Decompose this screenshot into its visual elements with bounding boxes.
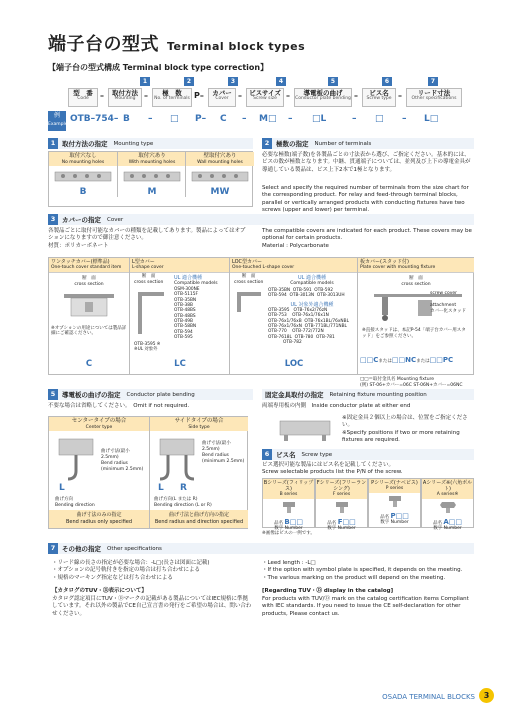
terminal-block-image: [190, 169, 250, 183]
code-structure: 1 2 3 4 5 6 7 型 番 Code – 取付方法 Mounting – 極 数 No. of terminals P– カバー Cover – ビスサイズ Screw size – 導電板の曲げ Conductor plate bending – ビス名 Screw type – リード寸法 Other specifications: [68, 77, 468, 117]
lcover-cross-section-image: [134, 288, 170, 340]
footer-brand: OSADA TERMINAL BLOCKS: [382, 693, 475, 701]
side-letter-r: R: [180, 483, 187, 493]
sec7-left: ・リード線の長さの指定が必要な場合：-L□(長さは図面に記載) ・オプションの記号軌付きを指定の場合は打ち合わせによる ・規格のマーキング指定などは打ち合わせによる 【カタログのTUV・Ⓓ表示について】 カタログ認定項目にTUV・Ⓓマークの記載がある製品についてはIEC規格に準拠しています。それ以外の製品でCE自己宣言書の発行をご希望の場合は、問い合わせください。: [52, 560, 252, 617]
example-code: OTB–754– B – □ P– C – M□ – □L – □ – L□: [70, 114, 439, 124]
screw-f-image: [332, 500, 352, 514]
field-code: 型 番 Code: [68, 88, 98, 107]
sec1-options: [48, 151, 253, 207]
sec7-header: 7 その他の指定 Other specifications: [48, 543, 474, 554]
field-num-5: 5: [328, 77, 338, 86]
field-terminals: 極 数 No. of terminals: [152, 88, 192, 107]
field-num-4: 4: [276, 77, 286, 86]
sec3-header: 3 カバーの指定 Cover: [48, 214, 474, 225]
loc-ul2: UL 対象外適合機種: [290, 302, 334, 308]
sec2-body-jp: 必要な極数(端子数)を各製品ごとの寸法表から選び、ご指定ください。基本的には、ビスの数が極数となります。中継、貫通端子については、並列及び上下の導電金具が導通している製品は、ビス上下2本で1極となります。: [262, 152, 471, 173]
lcover-extra: OTB-3595 ※ ※UL 対象外: [134, 342, 161, 353]
subhead-jp: 【端子台の型式構成: [48, 63, 120, 72]
field-cover: カバー Cover: [208, 88, 236, 107]
loc-models-a: OTB-35BN OTB-591 OTB-592 OTB-594 OTB-3013N OTB-3013UH: [268, 288, 345, 299]
sec3-body-en: The compatible covers are indicated for each product. These covers may be optional for certain products. Material : Polycarbonate: [262, 228, 472, 249]
field-screw-type: ビス名 Screw type: [362, 88, 396, 107]
lcover-models: UL 適合機種 Compatible models OSM-300NE OTB-5115F OTB-35BN OTB-38B OTB-48BS OTB-48BS OTB-49B OTB-58BN OTB-594 OTB-595: [174, 275, 218, 341]
onetouch-note: ※オプションの用途については製品詳細にご確認ください。: [51, 325, 127, 337]
side-letter-l: L: [158, 483, 164, 493]
sec1-header: 1 取付方法の指定 Mounting type: [48, 138, 253, 149]
side-foot: 曲げ寸法と曲げ方向の指定 Bend radius and direction specified: [150, 510, 248, 528]
side-dir: 曲げ方向(L または R) Bending direction (L or R): [154, 497, 212, 508]
sec2-body-en: Select and specify the required number of terminals from the size chart for the corresponding product. For relay and feed-through terminal blocks, parallel or vertically arranged products with conducting fixtures have two screws (upper and lower) per terminal.: [262, 185, 469, 214]
sec3-body-jp: 各製品ごとに取付可能なカバーの種類を記載してあります。製品によってはオプションになりますので御注意ください。 材質：ポリカーボネート: [48, 228, 246, 249]
field-num-6: 6: [382, 77, 392, 86]
sec6-foot: ※画像はビスの一例です。: [262, 531, 315, 536]
screw-a-image: [438, 500, 458, 514]
cover-code-c: C: [85, 359, 93, 369]
subhead: [48, 62, 268, 73]
loc-models-b: OTB-3595 OTB-76x2/76zN OTB-753 OTB-76x1/76x1N OTB-76x1/76xB OTB-76x1BL/76xNBL OTB-76x1/76xN OTB-771BL/771NBL OTB-770 OTB-772/772N OTB-7618L OTB-780 OTB-781 OTB-782: [268, 308, 349, 346]
fixture-header: 固定金具取付の指定 Retaining fixture mounting position: [262, 389, 474, 400]
sec5-header: 5 導電板の曲げの指定 Conductor plate bending: [48, 389, 253, 400]
page-title: [48, 30, 305, 56]
screw-b-image: [279, 500, 299, 514]
terminal-block-image: [53, 169, 113, 183]
loc-cross-section-image: [234, 288, 264, 318]
cover-table: [48, 257, 474, 375]
cover-code-loc: LOC: [284, 359, 304, 369]
sec6-body: ビス選択可能な製品にはビス名を記載してください。 Screw selectable products list the P/N of the screw.: [262, 462, 403, 476]
page-number: 3: [479, 688, 494, 703]
cover-loc: LOC型カバー One-touched L-shape cover 断 面 cross section UL 適合機種 Compatible models OTB-35BN OTB-591 OTB-592 OTB-594 OTB-3013N OTB-3013UH UL 対象外適合機種 OTB-3595 OTB-76x2/76zN OTB-753 OTB-76x1/76x1N OTB-76x1/76xB OTB-76x1BL/76xNBL OTB-76x1/76xN OTB-771BL/771NBL OTB-770 OTB-772/772N OTB-7618L OTB-780 OTB-781 OTB-782 LOC: [229, 258, 358, 374]
terminal-block-image: [122, 169, 182, 183]
screw-f: Fシリーズ(フリーランシング) F series 品名 F□□ 数字 Number: [316, 480, 367, 531]
title-jp: 端子台の型式: [48, 34, 159, 55]
cover-plate: 板カバー(スタッド付) Plate cover with mounting fixture 断 面 cross section screw cover attachment カバー化スタッド ※直接スタッドは、本記P-54「端子台カバー用スタッド」をご参照ください。 □□Cまたは□□NCまたは□□PC: [357, 258, 474, 374]
side-bend-note: 曲げ寸法(最小2.5mm) Bend radius (minimum 2.5mm): [202, 441, 245, 464]
fixture-image: [278, 415, 332, 445]
screw-p-image: [385, 494, 405, 508]
center-bend-note: 曲げ寸法(最小2.5mm) Bend radius (minimum 2.5mm): [101, 449, 144, 472]
mount-option-mw: 壁取付穴あり Wall mounting holes MW: [185, 152, 254, 197]
field-bending: 導電板の曲げ Conductor plate bending: [294, 88, 352, 107]
attachment-label: attachment カバー化スタッド: [430, 303, 466, 314]
example-label: 例 Example: [48, 111, 66, 131]
sec2-header: 2 極数の指定 Number of terminals: [262, 138, 474, 149]
fixture-line: 両端専用板の内側 Inside conductor plate at either end: [262, 403, 411, 409]
plate-note: ※直接スタッドは、本記P-54「端子台カバー用スタッド」をご参照ください。: [362, 328, 466, 339]
side-bend-image: [156, 435, 200, 485]
mount-option-b: 取付穴なし No mounting holes B: [49, 152, 117, 197]
sec5-body: 不要な場合は省略してください。 Omit if not required.: [48, 403, 190, 409]
field-num-1: 1: [140, 77, 150, 86]
subhead-en: Terminal block type correction】: [122, 63, 269, 72]
field-num-7: 7: [428, 77, 438, 86]
plate-codes: □□Cまたは□□NCまたは□□PC: [360, 356, 454, 364]
side-type: サイドタイプの場合 Side type 曲げ寸法(最小2.5mm) Bend radius (minimum 2.5mm) L R 曲げ方向(L または R) Bending direction (L or R) 曲げ寸法と曲げ方向の指定 Bend radius and direction specified: [149, 417, 248, 528]
screw-p: Pシリーズ(ナベビス) P series 品名 P□□ 数字 Number: [368, 478, 421, 528]
bending-table: [48, 416, 248, 529]
screw-label: screw cover: [430, 291, 457, 296]
screw-a: Aシリーズ※(六角ボルト) A series※ 品名 A□□ 数字 Number: [422, 480, 473, 531]
field-other: リード寸法 Other specifications: [406, 88, 462, 107]
sec6-header: 6 ビス名 Screw type: [262, 449, 474, 460]
cover-onetouch: ワンタッチカバー(標準品) One-touch cover standard item 断 面 cross section ※オプションの用途については製品詳細にご確認ください。 C: [49, 258, 129, 374]
cover-lshape: L型カバー L-shape cover 断 面 cross section UL 適合機種 Compatible models OSM-300NE OTB-5115F OTB-35BN OTB-38B OTB-48BS OTB-48BS OTB-49B OTB-58BN OTB-594 OTB-595 OTB-3595 ※ ※UL 対象外 LC: [129, 258, 230, 374]
center-letter: L: [59, 483, 65, 493]
title-en: Terminal block types: [167, 40, 306, 53]
center-type: センタータイプの場合 Center type 曲げ寸法(最小2.5mm) Bend radius (minimum 2.5mm) L 曲げ方向 Bending direction 曲げ寸法のみの指定 Bend radius only specified: [49, 417, 149, 528]
cover-code-lc: LC: [174, 359, 186, 369]
center-dir: 曲げ方向 Bending direction: [55, 497, 95, 508]
field-num-3: 3: [228, 77, 238, 86]
field-mounting: 取付方法 Mounting: [108, 88, 142, 107]
field-num-2: 2: [184, 77, 194, 86]
center-foot: 曲げ寸法のみの指定 Bend radius only specified: [49, 510, 149, 528]
fixture-note: □□＝取付金具名 Mounting fixture (例) ST-06+カバー=06C ST-06N+カバー=06NC: [360, 377, 463, 388]
cover-cross-section-image: [59, 290, 119, 322]
field-screw-size: ビスサイズ Screw size: [246, 88, 284, 107]
sec7-right: ・Leed length : -L□ ・If the option with symbol plate is specified, it depends on the meeting. ・The various marking on the product will depend on the meeting. [Regarding TUV・Ⓓ display in the catalog] For products with TUV/Ⓓ mark on the catalog certification items Compliant with IEC standards. If you need to issue the CE self-declaration for other products, Please contact us.: [262, 560, 469, 617]
screw-table: [262, 478, 474, 531]
screw-b: Bシリーズ(フィリップス) B series 品名 B□□ 数字 Number: [263, 480, 314, 531]
mount-option-m: 取付穴あり With mounting holes M: [117, 152, 186, 197]
fixture-note1: ※固定金具２個以上の場合は、位置をご指定ください。 ※Specify positions if two or more retaining fixtures are required.: [342, 415, 468, 444]
center-bend-image: [55, 435, 99, 485]
